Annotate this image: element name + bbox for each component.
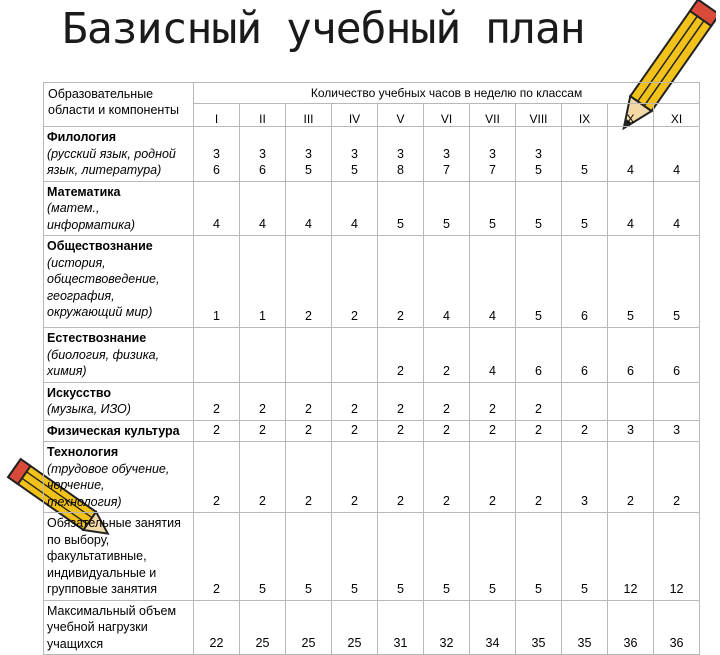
- table-row: [44, 181, 700, 236]
- hours-cell: 2: [654, 442, 700, 513]
- subject-description: (русский язык, родной: [47, 146, 176, 161]
- hours-cell: 5: [332, 513, 378, 601]
- hours-cell: 1: [194, 236, 240, 328]
- hours-cell: 5: [378, 513, 424, 601]
- hours-cell: 4: [654, 127, 700, 182]
- hours-cell: 2: [378, 382, 424, 420]
- hours-cell: 2: [240, 420, 286, 442]
- hours-cell: 5: [516, 236, 562, 328]
- hours-cell: 4: [470, 236, 516, 328]
- page-title: Базисный учебный план: [62, 4, 585, 54]
- hours-cell: 2: [194, 442, 240, 513]
- grade-header: V: [378, 104, 424, 127]
- grade-header: II: [240, 104, 286, 127]
- hours-cell: 4: [654, 181, 700, 236]
- subject-cell: [44, 600, 194, 655]
- hours-cell: 22: [194, 600, 240, 655]
- hours-cell: 25: [332, 600, 378, 655]
- subject-cell: [44, 127, 194, 182]
- hours-cell: 3: [608, 420, 654, 442]
- hours-cell: [332, 328, 378, 383]
- hours-cell: 2: [332, 236, 378, 328]
- hours-cell: 4: [332, 181, 378, 236]
- corner-header-line: области и компоненты: [48, 103, 180, 117]
- hours-cell: 2: [424, 382, 470, 420]
- hours-cell: 4: [608, 127, 654, 182]
- hours-cell: 6: [562, 236, 608, 328]
- hours-cell: 2: [286, 442, 332, 513]
- hours-cell: 6: [516, 328, 562, 383]
- hours-cell: 34: [470, 600, 516, 655]
- grade-header: III: [286, 104, 332, 127]
- table-row: [44, 442, 700, 513]
- hours-cell: 5: [516, 181, 562, 236]
- hours-cell: 36: [654, 600, 700, 655]
- hours-cell: 2: [332, 442, 378, 513]
- corner-header-line: Образовательные: [48, 87, 154, 101]
- subject-description: (биология, физика,: [47, 347, 160, 362]
- hours-cell: 5: [562, 127, 608, 182]
- hours-cell: 4: [608, 181, 654, 236]
- hours-cell: 2: [194, 382, 240, 420]
- hours-cell: 12: [608, 513, 654, 601]
- hours-cell: 2: [378, 420, 424, 442]
- hours-cell: 2: [286, 236, 332, 328]
- table-row: [44, 600, 700, 655]
- subject-description: черчение,: [47, 478, 105, 492]
- hours-cell: [654, 382, 700, 420]
- subject-text: Максимальный объем: [47, 603, 177, 618]
- grade-header: IX: [562, 104, 608, 127]
- hours-cell: 4: [194, 181, 240, 236]
- hours-cell: 3 7: [424, 127, 470, 182]
- subject-description: (музыка, ИЗО): [47, 402, 131, 416]
- subject-description: окружающий мир): [47, 305, 153, 319]
- hours-cell: 3 6: [194, 127, 240, 182]
- table-row: [44, 328, 700, 383]
- subject-description: информатика): [47, 217, 136, 232]
- subject-text: учащихся: [47, 636, 104, 651]
- hours-cell: 5: [286, 513, 332, 601]
- hours-cell: 3 5: [516, 127, 562, 182]
- subject-text: групповые занятия: [47, 582, 157, 596]
- hours-cell: 32: [424, 600, 470, 655]
- subject-name: Филология: [47, 130, 117, 144]
- hours-cell: 4: [240, 181, 286, 236]
- hours-cell: 2: [240, 442, 286, 513]
- subject-name: Обществознание: [47, 239, 153, 253]
- hours-cell: 2: [516, 382, 562, 420]
- subject-cell: [44, 382, 194, 420]
- grade-header: VIII: [516, 104, 562, 127]
- subject-description: (трудовое обучение,: [47, 461, 170, 476]
- hours-cell: 2: [424, 442, 470, 513]
- hours-cell: 2: [516, 442, 562, 513]
- subject-description: обществоведение,: [47, 272, 160, 286]
- subject-name: Технология: [47, 445, 119, 459]
- hours-cell: 2: [470, 382, 516, 420]
- hours-cell: 5: [378, 181, 424, 236]
- hours-cell: 3: [562, 442, 608, 513]
- corner-header: [44, 83, 194, 127]
- grade-header: VI: [424, 104, 470, 127]
- hours-cell: [194, 328, 240, 383]
- grade-header: XI: [654, 104, 700, 127]
- subject-text: индивидуальные и: [47, 565, 157, 580]
- hours-cell: 5: [608, 236, 654, 328]
- hours-cell: 2: [424, 420, 470, 442]
- subject-description: язык, литература): [47, 163, 162, 177]
- hours-cell: 2: [378, 442, 424, 513]
- hours-cell: 5: [562, 513, 608, 601]
- hours-cell: 3: [654, 420, 700, 442]
- hours-cell: [608, 382, 654, 420]
- subject-text: учебной нагрузки: [47, 620, 148, 634]
- hours-cell: 6: [654, 328, 700, 383]
- hours-cell: 3 7: [470, 127, 516, 182]
- hours-cell: 35: [562, 600, 608, 655]
- hours-cell: 5: [470, 513, 516, 601]
- hours-cell: 5: [516, 513, 562, 601]
- hours-cell: [562, 382, 608, 420]
- hours-cell: 12: [654, 513, 700, 601]
- hours-cell: 5: [240, 513, 286, 601]
- hours-cell: 5: [562, 181, 608, 236]
- hours-cell: 2: [470, 420, 516, 442]
- hours-cell: 4: [424, 236, 470, 328]
- subject-description: (история,: [47, 255, 106, 270]
- hours-cell: 2: [286, 420, 332, 442]
- hours-cell: 2: [470, 442, 516, 513]
- subject-cell: [44, 420, 194, 442]
- curriculum-table: [43, 82, 700, 655]
- table-row: [44, 236, 700, 328]
- subject-description: химия): [47, 364, 87, 378]
- hours-cell: 36: [608, 600, 654, 655]
- subject-description: технология): [47, 494, 122, 509]
- hours-cell: 2: [378, 328, 424, 383]
- subject-cell: [44, 181, 194, 236]
- table-row: [44, 127, 700, 182]
- subject-text: факультативные,: [47, 549, 147, 563]
- table-row: [44, 420, 700, 442]
- hours-cell: 25: [240, 600, 286, 655]
- subject-name: Искусство: [47, 385, 112, 400]
- grade-header: I: [194, 104, 240, 127]
- hours-cell: 5: [654, 236, 700, 328]
- hours-cell: 35: [516, 600, 562, 655]
- subject-text: по выбору,: [47, 532, 110, 547]
- subject-cell: [44, 442, 194, 513]
- subject-name: Естествознание: [47, 331, 147, 345]
- hours-header: Количество учебных часов в неделю по классам: [194, 83, 700, 104]
- hours-cell: 25: [286, 600, 332, 655]
- hours-cell: 2: [378, 236, 424, 328]
- hours-cell: 2: [286, 382, 332, 420]
- hours-cell: 3 6: [240, 127, 286, 182]
- hours-cell: 31: [378, 600, 424, 655]
- subject-description: (матем.,: [47, 201, 100, 215]
- hours-cell: 2: [194, 513, 240, 601]
- hours-cell: 1: [240, 236, 286, 328]
- subject-cell: [44, 513, 194, 601]
- table-row: [44, 382, 700, 420]
- hours-cell: 2: [516, 420, 562, 442]
- hours-cell: 5: [424, 513, 470, 601]
- hours-cell: 2: [194, 420, 240, 442]
- subject-description: география,: [47, 288, 115, 303]
- hours-cell: 2: [332, 420, 378, 442]
- hours-cell: 2: [332, 382, 378, 420]
- subject-name: Физическая культура: [47, 423, 180, 438]
- hours-cell: 3 5: [286, 127, 332, 182]
- subject-cell: [44, 328, 194, 383]
- hours-cell: 2: [608, 442, 654, 513]
- subject-text: Обязательные занятия: [47, 516, 181, 530]
- hours-cell: 2: [562, 420, 608, 442]
- subject-name: Математика: [47, 184, 121, 199]
- grade-header: VII: [470, 104, 516, 127]
- hours-cell: 5: [424, 181, 470, 236]
- hours-cell: [240, 328, 286, 383]
- hours-cell: 4: [286, 181, 332, 236]
- grade-header: X: [608, 104, 654, 127]
- grade-header: IV: [332, 104, 378, 127]
- table-row: [44, 513, 700, 601]
- subject-cell: [44, 236, 194, 328]
- hours-cell: 5: [470, 181, 516, 236]
- hours-cell: [286, 328, 332, 383]
- hours-cell: 6: [608, 328, 654, 383]
- hours-cell: 3 8: [378, 127, 424, 182]
- hours-cell: 3 5: [332, 127, 378, 182]
- hours-cell: 4: [470, 328, 516, 383]
- hours-cell: 2: [240, 382, 286, 420]
- hours-cell: 6: [562, 328, 608, 383]
- hours-cell: 2: [424, 328, 470, 383]
